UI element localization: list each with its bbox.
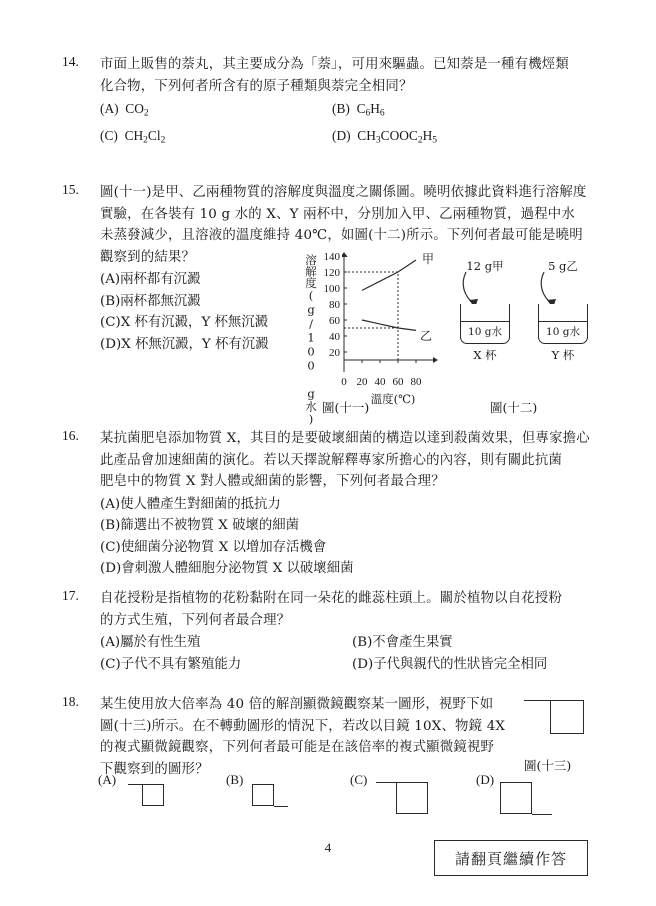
chart-x-ticks [336,376,446,390]
question-text-line: 的複式顯微鏡觀察，下列何者最可能是在該倍率的複式顯微鏡視野 [100,740,495,755]
option-d[interactable] [100,334,332,356]
option-row [100,654,602,676]
x-tick: 0 [341,376,347,388]
continue-next-page-note: 請翻頁繼續作答 [434,840,588,876]
option-label: (D) [332,127,351,143]
question-number: 16. [62,428,79,443]
option-formula: $C_6H_6$ [353,101,385,119]
option-a[interactable] [100,269,332,291]
shape-tail [274,806,288,807]
y-tick: 40 [329,331,340,343]
option-row [100,515,602,537]
shape-square [396,782,428,814]
option-d[interactable] [352,654,604,676]
option-label: (D) [100,561,122,576]
option-a-figure[interactable] [98,772,218,828]
option-c[interactable] [100,537,332,559]
shape-tail [524,700,550,701]
option-d[interactable] [332,125,564,152]
options-list [100,632,602,675]
beaker-amount-label: 12 g甲 [466,259,504,273]
shape-tail [376,782,396,783]
option-text: 會刺激人體細胞分泌物質 X 以破壞細菌 [121,561,354,576]
option-b[interactable] [352,632,604,654]
chart-svg [342,252,440,374]
question-text-line: 圖(十一)是甲、乙兩種物質的溶解度與溫度之關係圖。曉明依據此資料進行溶解度 [100,185,587,200]
option-row [100,558,602,580]
question-14 [62,54,602,152]
chart-y-ticks [316,252,340,372]
option-label: (A) [100,272,121,287]
water-amount-label: 10 g水 [468,326,502,338]
option-text: 篩選出不被物質 X 破壞的細菌 [120,518,300,533]
option-text: 子代不具有繁殖能力 [120,656,242,672]
option-a[interactable] [100,494,332,516]
option-label: (B) [226,772,244,787]
question-text-line: 下觀察到的圖形？ [100,761,209,777]
option-row [100,125,602,152]
x-tick: 40 [374,376,386,388]
flag-shape-d [500,780,580,822]
option-formula: $CH_2Cl_2$ [121,127,166,146]
option-c[interactable] [100,654,352,676]
chart-x-axis-label: 溫度(℃) [370,392,416,406]
figure-11-caption: 圖(十一) [322,400,370,415]
question-text-line: 某抗菌肥皂添加物質 X，其目的是要破壞細菌的構造以達到殺菌效果，但專家擔心 [100,431,590,446]
option-row [100,537,602,559]
option-text: 不會產生果實 [372,635,453,650]
shape-square [500,782,532,814]
question-16 [62,428,602,580]
solubility-chart [300,251,450,426]
question-text-line: 此產品會加速細菌的演化。若以天擇說解釋專家所擔心的內容，則有關此抗菌 [100,452,563,468]
flag-shape-c [376,780,456,822]
x-axis-arrow [433,357,438,363]
flag-shape-a [128,782,188,812]
option-d[interactable] [100,558,354,580]
flag-shape-reference [524,696,602,742]
flag-shape-b [252,782,312,812]
question-number: 14. [62,54,79,69]
option-label: (C) [100,656,121,672]
question-18-option-figures [98,772,608,832]
option-label: (B) [352,635,373,650]
option-b-figure[interactable] [226,772,346,828]
option-d-figure[interactable] [476,772,596,828]
question-text-line: 某生使用放大倍率為 40 倍的解剖顯微鏡觀察某一圖形，視野下如 [100,697,494,712]
series-yi-line [362,320,416,330]
option-label: (B) [100,293,121,309]
water-surface-line [460,321,510,322]
beaker-name-label: Y 杯 [551,348,575,362]
question-text-line: 化合物，下列何者所含有的原子種類與萘完全相同？ [100,78,413,94]
beaker-name-label: X 杯 [473,348,497,362]
chart-plot-area [342,252,440,374]
option-text: 子代與親代的性狀皆完全相同 [373,656,548,672]
option-label: (C) [100,539,121,555]
figure-13-caption: 圖(十三) [524,758,572,773]
question-text-line: 市面上販售的萘丸，其主要成分為「萘」，可用來驅蟲。已知萘是一種有機烴類 [100,57,569,72]
option-b[interactable] [332,98,564,125]
y-tick: 80 [329,299,340,311]
shape-square [550,700,584,734]
series-jia-line [362,260,416,290]
shape-tail [532,814,552,815]
option-label: (D) [476,772,495,787]
question-18 [62,694,522,780]
option-label: (D) [100,336,122,352]
question-17 [62,588,602,675]
option-a[interactable] [100,98,332,125]
option-label: (A) [98,772,117,787]
x-tick: 20 [356,376,368,388]
y-tick: 20 [329,347,340,359]
figure-12-caption: 圖(十二) [490,400,538,415]
chart-y-axis-label: 溶解度(g/100 g水) [304,254,318,426]
option-label: (A) [100,496,121,512]
question-text-line: 圖(十三)所示。在不轉動圖形的情況下，若改以目鏡 10X、物鏡 4X [100,718,506,734]
option-text: X 杯無沉澱，Y 杯有沉澱 [121,336,269,352]
option-label: (B) [100,518,121,533]
option-text: 屬於有性生殖 [120,635,201,650]
option-c[interactable] [100,125,332,152]
water-amount-label: 10 g水 [546,326,580,338]
option-label: (C) [350,772,368,787]
option-formula: $CO_2$ [121,101,149,119]
y-tick: 100 [323,283,340,295]
option-label: (C) [100,127,118,143]
option-row [100,494,602,516]
option-b[interactable] [100,515,332,537]
option-label: (D) [352,656,374,672]
option-a[interactable] [100,632,352,654]
question-text-line: 的方式生殖，下列何者最合理？ [100,612,291,628]
options-list [100,98,602,152]
option-c[interactable] [100,312,332,334]
x-tick: 80 [410,376,422,388]
question-text-line: 未蒸發減少，且溶液的溫度維持 40℃，如圖(十二)所示。下列何者最可能是曉明 [100,228,583,243]
y-tick: 60 [329,315,340,327]
shape-tail [128,784,142,785]
option-text: 使細菌分泌物質 X 以增加存活機會 [120,539,327,555]
question-text-line: 實驗，在各裝有 10 g 水的 X、Y 兩杯中，分別加入甲、乙兩種物質，過程中水 [100,206,575,222]
question-number: 18. [62,694,79,709]
option-text: X 杯有沉澱，Y 杯無沉澱 [120,315,269,330]
question-number: 17. [62,588,79,603]
question-number: 15. [62,182,79,197]
beaker-diagram [452,258,602,418]
option-label: (C) [100,315,121,330]
option-text: 使人體產生對細菌的抵抗力 [120,496,281,512]
option-row [100,98,602,125]
beaker-y [538,304,588,344]
options-list [100,494,602,580]
beaker-x [460,304,510,344]
option-label: (A) [100,635,121,650]
page-number: 4 [324,840,332,855]
option-formula: $CH_3COOC_2H_5$ [353,127,438,146]
beaker-amount-label: 5 g乙 [548,259,578,273]
y-tick: 140 [323,251,340,263]
question-text-line: 肥皂中的物質 X 對人體或細菌的影響，下列何者最合理？ [100,474,445,489]
option-text: 兩杯都有沉澱 [120,272,201,287]
option-label: (B) [332,101,350,116]
shape-square [142,784,164,806]
x-tick: 60 [392,376,404,388]
option-b[interactable] [100,291,332,313]
series-label-jia: 甲 [422,252,435,266]
option-label: (A) [100,101,119,116]
water-surface-line [538,321,588,322]
y-tick: 120 [323,267,340,279]
question-text-line: 觀察到的結果？ [100,249,196,265]
series-label-yi: 乙 [420,329,433,343]
shape-square [252,784,274,806]
question-text-line: 自花授粉是指植物的花粉黏附在同一朵花的雌蕊柱頭上。關於植物以自花授粉 [100,591,563,606]
option-c-figure[interactable] [350,772,470,828]
option-text: 兩杯都無沉澱 [120,293,201,309]
option-row [100,632,602,654]
